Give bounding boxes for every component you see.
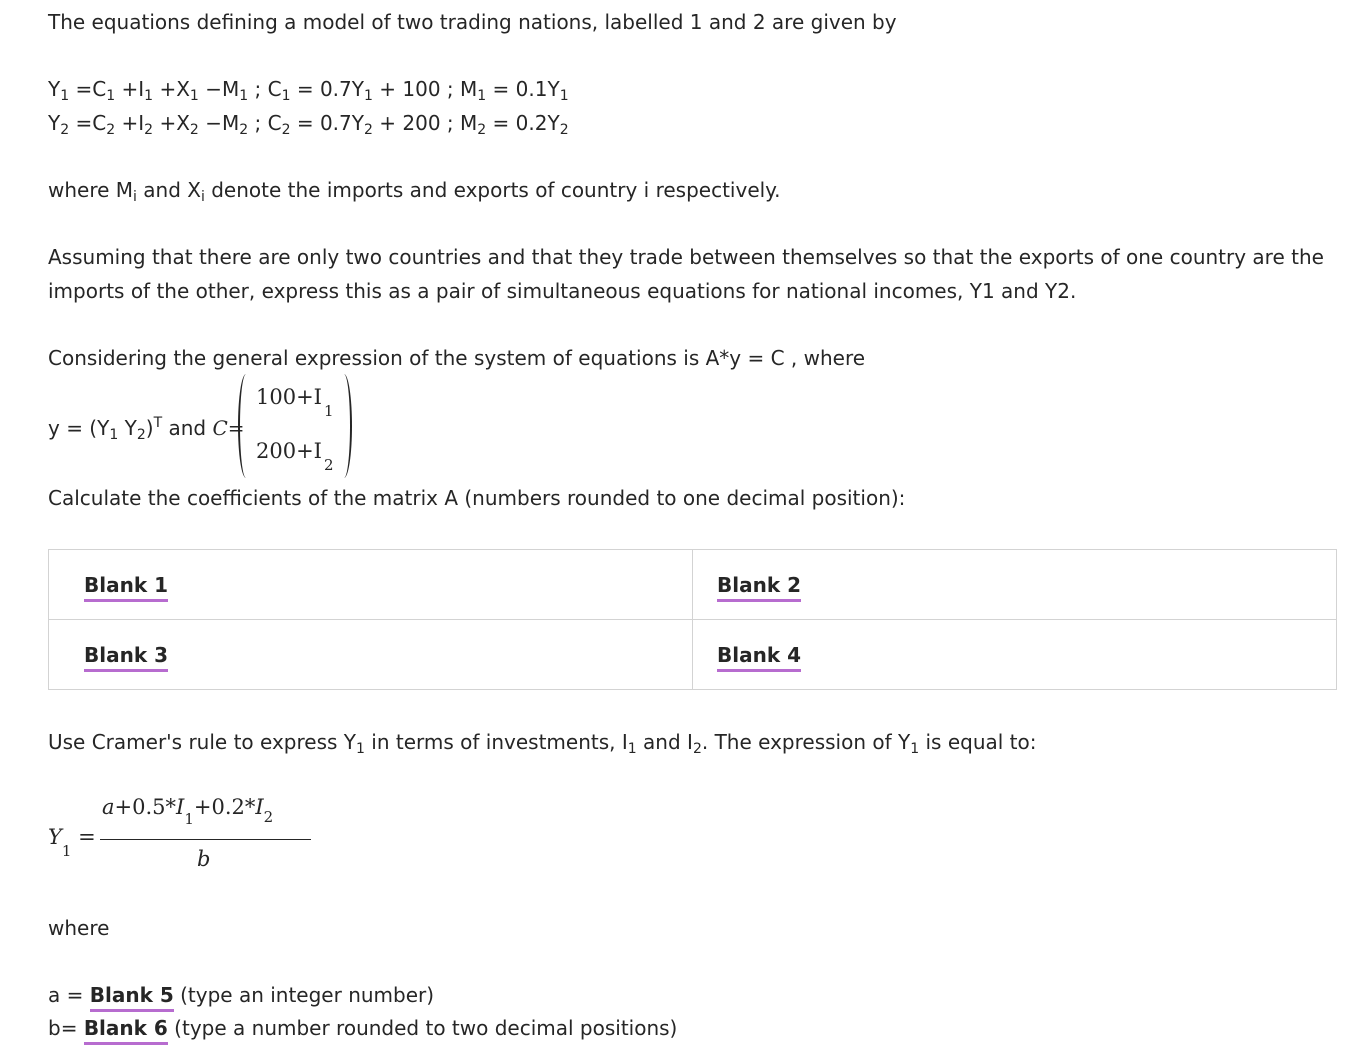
- formula-equals: =: [78, 825, 96, 849]
- assumption-line-1: Assuming that there are only two countries and that they trade between themselves so that the exports of one country are the: [48, 245, 1324, 269]
- table-row: [49, 620, 1337, 690]
- intro-text: The equations defining a model of two trading nations, labelled 1 and 2 are given by: [48, 10, 897, 34]
- formula-i1-index: 1: [184, 810, 194, 828]
- blank-5[interactable]: Blank 5: [90, 983, 174, 1012]
- blanks-table: [48, 549, 1337, 690]
- formula-numerator: [102, 790, 273, 826]
- matrix-row-1-expr: 100+I: [256, 385, 322, 409]
- equals-sign: =: [227, 416, 245, 440]
- blank-6[interactable]: Blank 6: [84, 1016, 168, 1045]
- answer-b-suffix: (type a number rounded to two decimal positions): [167, 1016, 678, 1040]
- where-label: where: [48, 916, 110, 940]
- matrix-row-1-index: 1: [323, 402, 334, 420]
- answer-b-prefix: b=: [48, 1016, 84, 1040]
- equation-line-1: $Y_1 =C_1 +I_1 +X_1 -M_1$ ; $C_1 = 0.7Y_1 + 100$ ; $M_1 = 0.1Y_1$: [48, 77, 569, 104]
- blank-3[interactable]: Blank 3: [84, 643, 168, 672]
- blank-cell-2: [693, 550, 1337, 620]
- c-symbol: C: [212, 416, 228, 440]
- answer-a-suffix: (type an integer number): [173, 983, 435, 1007]
- blank-cell-3: [49, 620, 693, 690]
- formula-a: a: [102, 795, 115, 819]
- formula-i1: I: [176, 795, 185, 819]
- formula-i2-index: 2: [263, 808, 274, 826]
- calculate-text: Calculate the coefficients of the matrix A (numbers rounded to one decimal position):: [48, 486, 906, 510]
- cramer-text: Use Cramer's rule to express $Y_1$ in terms of investments, $I_1$ and $I_2$. The expression of $Y_1$ is equal to:: [48, 730, 1037, 757]
- matrix-row-2-index: 2: [323, 456, 334, 474]
- matrix-row-1: [256, 380, 334, 420]
- matrix-c: [238, 374, 354, 478]
- formula-lhs-y: Y: [48, 825, 62, 849]
- blank-2[interactable]: Blank 2: [717, 573, 801, 602]
- table-row: [49, 550, 1337, 620]
- y-definition: $y = (Y_1$ $Y_2)^T$ and C=: [48, 415, 245, 443]
- formula-lhs-index: 1: [61, 842, 72, 860]
- answer-a-prefix: a =: [48, 983, 90, 1007]
- formula-term-2: +0.2*: [193, 795, 256, 819]
- formula-lhs: [48, 820, 96, 860]
- blank-1[interactable]: Blank 1: [84, 573, 168, 602]
- matrix-row-2: [256, 434, 334, 474]
- left-parenthesis: [238, 374, 254, 478]
- formula-i2: I: [255, 795, 264, 819]
- matrix-row-2-expr: 200+I: [256, 439, 322, 463]
- formula-denominator: b: [197, 847, 211, 871]
- blank-cell-1: [49, 550, 693, 620]
- right-parenthesis: [336, 374, 352, 478]
- blank-cell-4: [693, 620, 1337, 690]
- general-expression-text: Considering the general expression of the system of equations is A*y = C , where: [48, 346, 866, 370]
- fraction-bar: [100, 839, 311, 840]
- where-imports-text: where $M_i$ and $X_i$ denote the imports and exports of country i respectively.: [48, 178, 781, 205]
- blank-4[interactable]: Blank 4: [717, 643, 801, 672]
- answer-b-line: [48, 1011, 677, 1045]
- assumption-line-2: imports of the other, express this as a pair of simultaneous equations for national incomes, Y1 and Y2.: [48, 279, 1077, 303]
- equation-line-2: $Y_2 =C_2 +I_2 +X_2 -M_2$ ; $C_2 = 0.7Y_2 + 200$ ; $M_2 = 0.2Y_2$: [48, 111, 569, 138]
- formula-term-1: +0.5*: [114, 795, 177, 819]
- answer-a-line: [48, 978, 434, 1012]
